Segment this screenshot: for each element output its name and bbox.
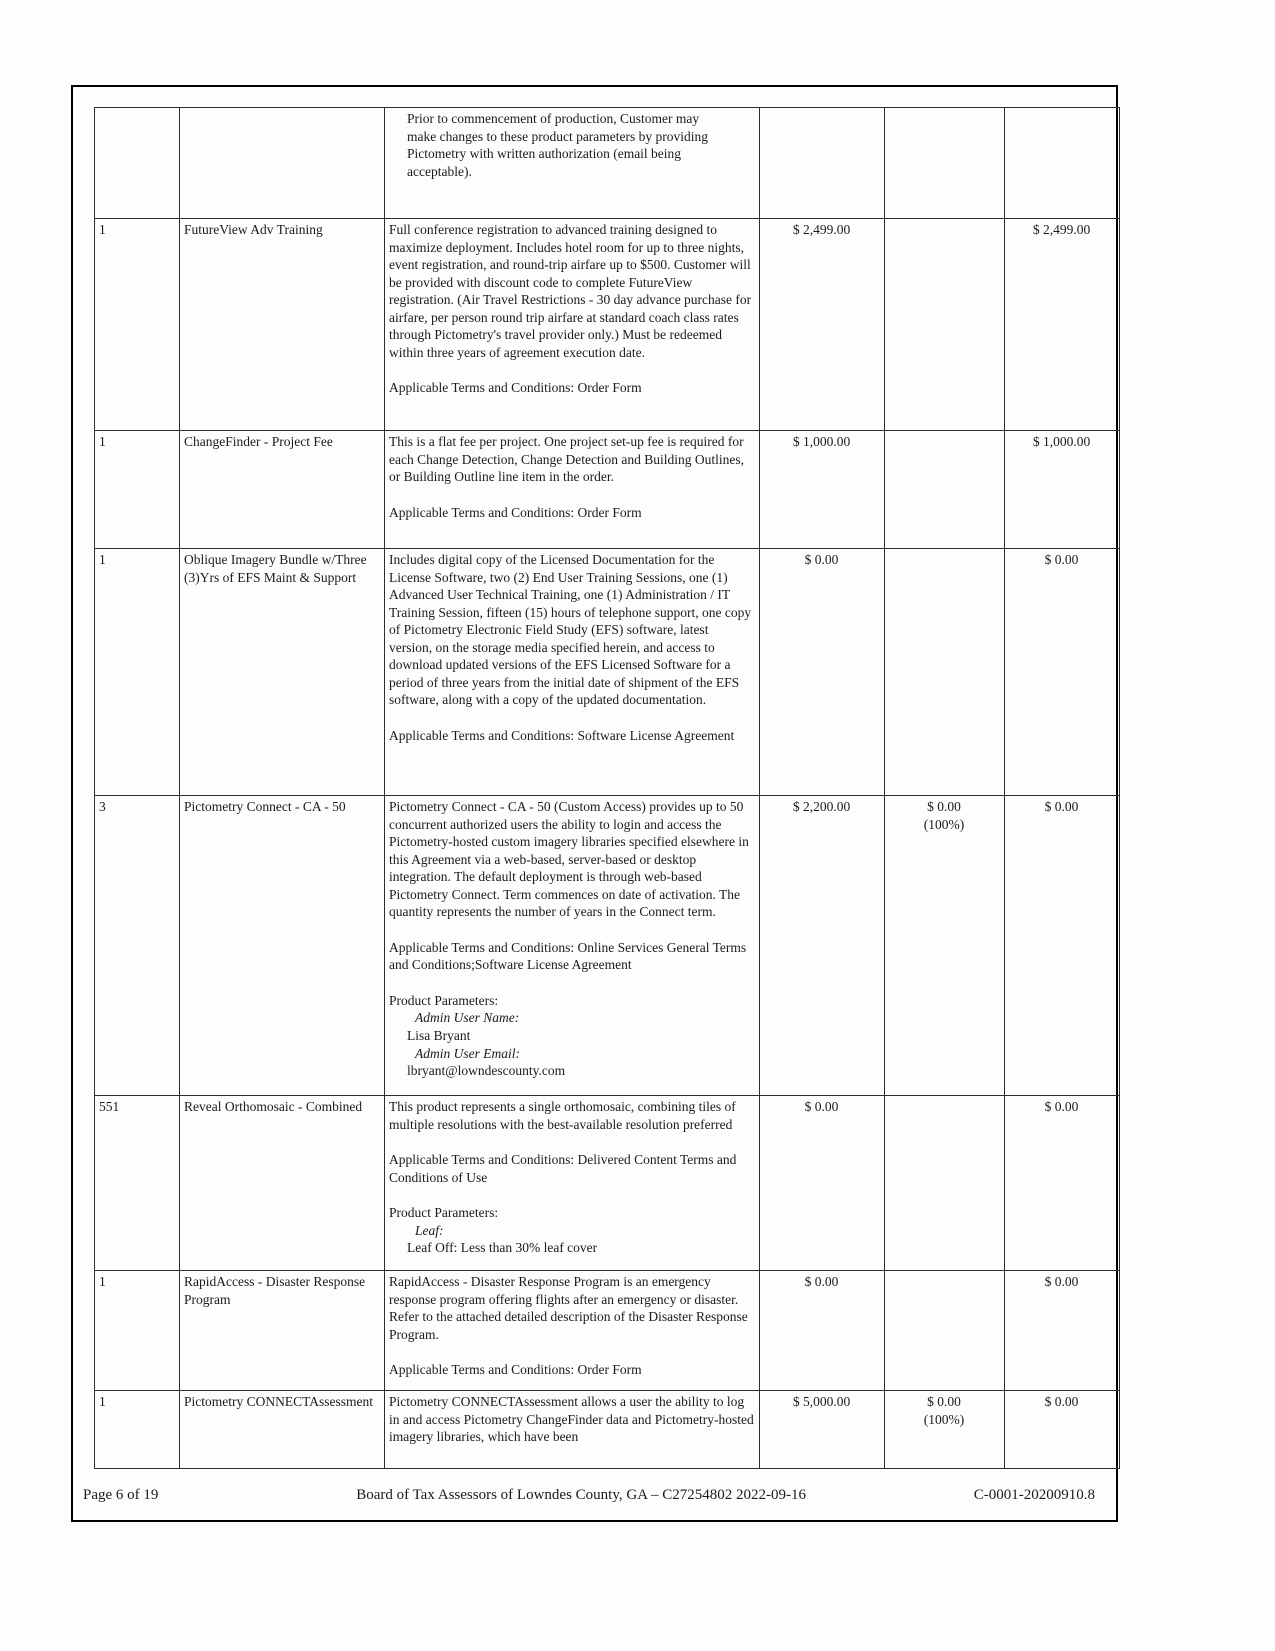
qty-value: 551: [99, 1099, 120, 1114]
product-cell: [180, 796, 385, 1096]
product-name: Pictometry Connect - CA - 50: [184, 799, 346, 814]
unit-price-cell: [760, 1271, 885, 1391]
table-row: [95, 1271, 1120, 1391]
terms-text: Applicable Terms and Conditions: Delivered Content Terms and Conditions of Use: [389, 1152, 737, 1185]
description-cell: [385, 549, 760, 796]
qty-cell: [95, 1271, 180, 1391]
terms-text: Applicable Terms and Conditions: Order Form: [389, 1362, 642, 1378]
unit-price: $ 0.00: [804, 1099, 839, 1114]
discount-cell: [885, 108, 1005, 219]
qty-cell: [95, 1096, 180, 1271]
product-name: ChangeFinder - Project Fee: [184, 434, 333, 449]
total-price: $ 1,000.00: [1032, 434, 1091, 449]
qty-cell: [95, 549, 180, 796]
page-number: Page 6 of 19: [83, 1487, 159, 1503]
unit-price: $ 0.00: [804, 1274, 839, 1289]
param-label: Admin User Name:: [415, 1010, 520, 1026]
unit-price: $ 2,499.00: [792, 222, 851, 237]
description-text: Includes digital copy of the Licensed Documentation for the License Software, two (2) End User Training Sessions, one (1) Advanced User Technical Training, one (1) Administration / IT Training Session, fifteen (15) hours of telephone support, one copy of Pictometry Electronic Field Study (EFS) software, latest version, on the storage media specified herein, and access to download updated versions of the EFS Licensed Software for a period of three years from the initial date of shipment of the EFS software, along with a copy of the updated documentation.: [389, 552, 752, 708]
qty-cell: [95, 431, 180, 549]
discount-cell: [885, 431, 1005, 549]
product-cell: [180, 1391, 385, 1469]
description-cell: [385, 431, 760, 549]
footer-doc-code: C-0001-20200910.8: [973, 1487, 1095, 1503]
table-row: [95, 549, 1120, 796]
product-parameters-heading: Product Parameters:: [389, 1205, 499, 1221]
total-cell: [1005, 1096, 1120, 1271]
description-text: This is a flat fee per project. One project set-up fee is required for each Change Detection, Change Detection and Building Outlines, or Building Outline line item in the order.: [389, 434, 745, 485]
discount-amount: $ 0.00: [927, 1394, 961, 1409]
discount-cell: [885, 796, 1005, 1096]
description-text: Prior to commencement of production, Customer may make changes to these product parameters by providing Pictometry with written authorization (email being acceptable).: [407, 111, 709, 179]
param-value: Lisa Bryant: [407, 1028, 471, 1044]
unit-price-cell: [760, 1096, 885, 1271]
description-cell: [385, 219, 760, 431]
discount-cell: [885, 219, 1005, 431]
description-text: This product represents a single orthomosaic, combining tiles of multiple resolutions with the best-available resolution preferred: [389, 1099, 736, 1132]
total-price: $ 0.00: [1044, 799, 1079, 814]
unit-price: $ 0.00: [804, 552, 839, 567]
description-text: Pictometry Connect - CA - 50 (Custom Access) provides up to 50 concurrent authorized users the ability to login and access the Pictometry-hosted custom imagery libraries specified elsewhere in this Agreement via a web-based, server-based or desktop integration. The default deployment is through web-based Pictometry Connect. Term commences on date of activation. The quantity represents the number of years in the Connect term.: [389, 799, 749, 920]
discount-cell: [885, 1271, 1005, 1391]
total-price: $ 0.00: [1044, 1274, 1079, 1289]
total-cell: [1005, 431, 1120, 549]
product-parameters-heading: Product Parameters:: [389, 992, 499, 1008]
table-row: [95, 1391, 1120, 1469]
qty-value: 3: [99, 799, 106, 814]
unit-price-cell: [760, 796, 885, 1096]
description-text: Full conference registration to advanced training designed to maximize deployment. Includes hotel room for up to three nights, event registration, and round-trip airfare up to $500. Customer will be provided with discount code to complete FutureView registration. (Air Travel Restrictions - 30 day advance purchase for airfare, per person round trip airfare at standard coach class rates through Pictometry's travel provider only.) Must be redeemed within three years of agreement execution date.: [389, 222, 752, 360]
terms-text: Applicable Terms and Conditions: Order Form: [389, 504, 642, 520]
total-cell: [1005, 108, 1120, 219]
param-value: Leaf Off: Less than 30% leaf cover: [407, 1240, 598, 1256]
total-price: $ 2,499.00: [1032, 222, 1091, 237]
product-name: Oblique Imagery Bundle w/Three (3)Yrs of EFS Maint & Support: [184, 552, 367, 585]
qty-cell: [95, 796, 180, 1096]
param-label: Leaf:: [415, 1222, 444, 1238]
page-footer: [83, 1487, 1095, 1504]
qty-cell: [95, 1391, 180, 1469]
unit-price: $ 2,200.00: [792, 799, 851, 814]
discount-percent: (100%): [923, 1411, 965, 1427]
table-row: [95, 796, 1120, 1096]
param-label: Admin User Email:: [415, 1045, 520, 1061]
unit-price-cell: [760, 431, 885, 549]
unit-price: $ 1,000.00: [792, 434, 851, 449]
qty-value: 1: [99, 434, 106, 449]
table-row: [95, 108, 1120, 219]
total-price: $ 0.00: [1044, 1394, 1079, 1409]
unit-price-cell: [760, 108, 885, 219]
terms-text: Applicable Terms and Conditions: Order Form: [389, 380, 642, 396]
qty-cell: [95, 219, 180, 431]
total-cell: [1005, 1391, 1120, 1469]
table-row: [95, 1096, 1120, 1271]
description-text: RapidAccess - Disaster Response Program is an emergency response program offering flights after an emergency or disaster. Refer to the attached detailed description of the Disaster Response Program.: [389, 1274, 748, 1342]
unit-price-cell: [760, 549, 885, 796]
description-cell: [385, 1096, 760, 1271]
qty-value: 1: [99, 222, 106, 237]
total-cell: [1005, 1271, 1120, 1391]
unit-price: $ 5,000.00: [792, 1394, 851, 1409]
description-cell: [385, 108, 760, 219]
order-items-table: [94, 107, 1120, 1469]
discount-percent: (100%): [923, 816, 965, 832]
product-cell: [180, 431, 385, 549]
total-cell: [1005, 549, 1120, 796]
description-cell: [385, 796, 760, 1096]
discount-cell: [885, 1096, 1005, 1271]
product-name: RapidAccess - Disaster Response Program: [184, 1274, 366, 1307]
qty-value: 1: [99, 1394, 106, 1409]
product-cell: [180, 1096, 385, 1271]
table-row: [95, 431, 1120, 549]
table-row: [95, 219, 1120, 431]
unit-price-cell: [760, 1391, 885, 1469]
total-price: $ 0.00: [1044, 1099, 1079, 1114]
qty-value: 1: [99, 552, 106, 567]
param-value: lbryant@lowndescounty.com: [407, 1063, 566, 1079]
product-name: Reveal Orthomosaic - Combined: [184, 1099, 363, 1114]
description-cell: [385, 1271, 760, 1391]
product-cell: [180, 549, 385, 796]
terms-text: Applicable Terms and Conditions: Software License Agreement: [389, 727, 735, 743]
total-cell: [1005, 219, 1120, 431]
description-cell: [385, 1391, 760, 1469]
total-cell: [1005, 796, 1120, 1096]
product-cell: [180, 108, 385, 219]
description-text: Pictometry CONNECTAssessment allows a user the ability to log in and access Pictometry ChangeFinder data and Pictometry-hosted imagery libraries, which have been: [389, 1394, 754, 1445]
terms-text: Applicable Terms and Conditions: Online Services General Terms and Conditions;Software License Agreement: [389, 939, 747, 973]
product-name: Pictometry CONNECTAssessment: [184, 1394, 374, 1409]
qty-cell: [95, 108, 180, 219]
discount-amount: $ 0.00: [927, 799, 961, 814]
discount-cell: [885, 1391, 1005, 1469]
product-cell: [180, 1271, 385, 1391]
total-price: $ 0.00: [1044, 552, 1079, 567]
qty-value: 1: [99, 1274, 106, 1289]
discount-cell: [885, 549, 1005, 796]
footer-document-title: Board of Tax Assessors of Lowndes County, GA – C27254802 2022-09-16: [356, 1487, 806, 1503]
product-cell: [180, 219, 385, 431]
product-name: FutureView Adv Training: [184, 222, 323, 237]
unit-price-cell: [760, 219, 885, 431]
